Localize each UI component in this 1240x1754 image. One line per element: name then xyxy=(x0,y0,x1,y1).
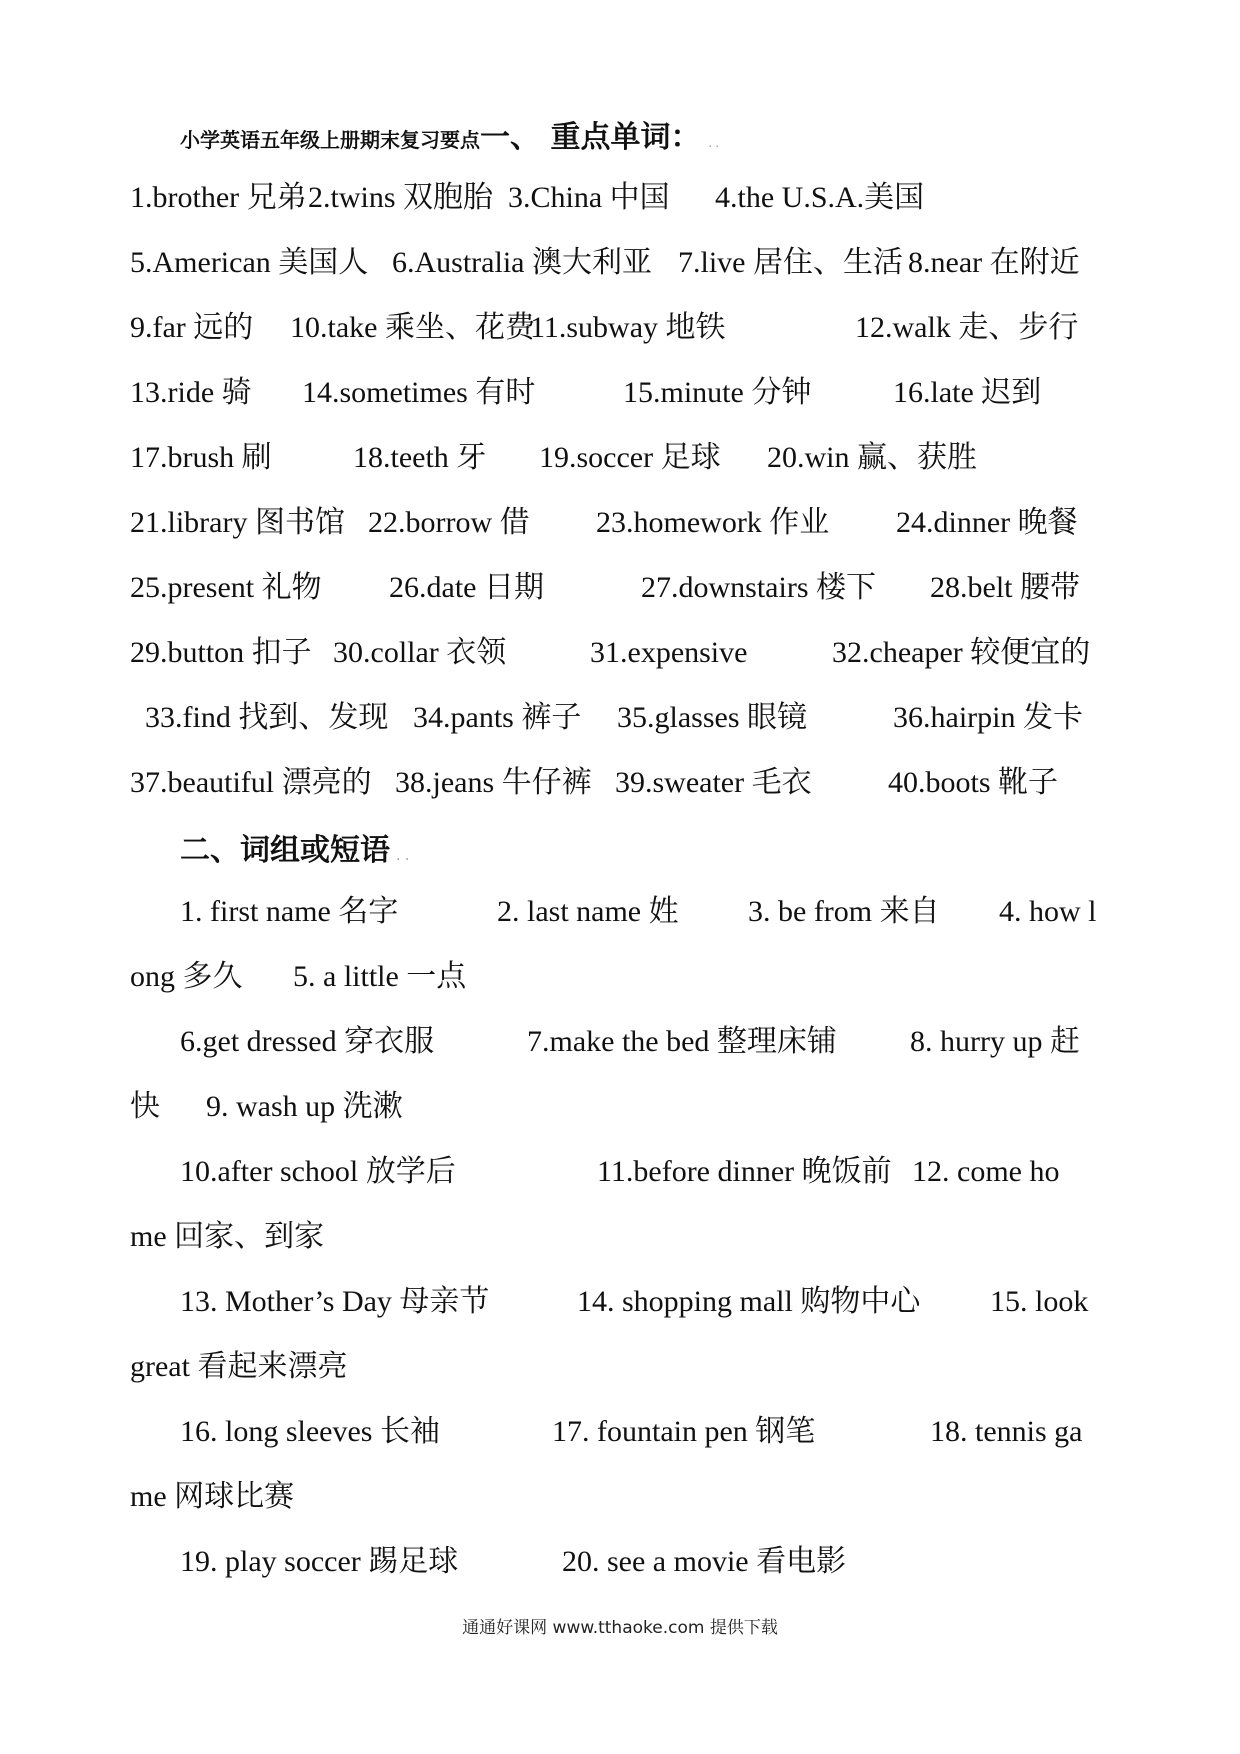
vocab-item: 13.ride 骑 xyxy=(130,376,252,409)
vocab-item: 40.boots 靴子 xyxy=(888,766,1059,799)
vocab-item: 20.win 赢、获胜 xyxy=(767,441,977,474)
vocab-item: 34.pants 裤子 xyxy=(413,701,582,734)
phrase-item: 11.before dinner 晚饭前 xyxy=(597,1155,892,1188)
vocab-item: 10.take 乘坐、花费 xyxy=(290,311,535,344)
phrase-item: 9. wash up 洗漱 xyxy=(206,1090,403,1123)
vocab-item: 14.sometimes 有时 xyxy=(302,376,536,409)
vocab-item: 32.cheaper 较便宜的 xyxy=(832,636,1091,669)
phrase-item: 3. be from 来自 xyxy=(748,895,940,928)
vocab-item: 16.late 迟到 xyxy=(893,376,1042,409)
vocab-item: 28.belt 腰带 xyxy=(930,571,1080,604)
phrase-item: 8. hurry up 赶 xyxy=(910,1025,1080,1058)
vocab-item: 38.jeans 牛仔裤 xyxy=(395,766,592,799)
section-1-title: 一、 重点单词： xyxy=(480,120,701,155)
vocab-item: 35.glasses 眼镜 xyxy=(617,701,807,734)
phrase-item: me 回家、到家 xyxy=(130,1220,325,1253)
phrase-item: 20. see a movie 看电影 xyxy=(562,1545,847,1578)
phrase-item: ong 多久 xyxy=(130,960,243,993)
phrase-item: 16. long sleeves 长袖 xyxy=(180,1415,440,1448)
document-header xyxy=(180,112,719,156)
section-2-title-row xyxy=(180,825,409,869)
vocab-item: 17.brush 刷 xyxy=(130,441,272,474)
vocab-item: 19.soccer 足球 xyxy=(539,441,721,474)
phrase-item: 10.after school 放学后 xyxy=(180,1155,456,1188)
vocab-item: 18.teeth 牙 xyxy=(353,441,487,474)
vocab-item: 26.date 日期 xyxy=(389,571,544,604)
vocab-item: 39.sweater 毛衣 xyxy=(615,766,812,799)
vocab-item: 24.dinner 晚餐 xyxy=(896,506,1078,539)
phrase-item: 7.make the bed 整理床铺 xyxy=(527,1025,837,1058)
vocab-item: 7.live 居住、生活 xyxy=(678,246,903,279)
phrase-item: 2. last name 姓 xyxy=(497,895,679,928)
vocab-item: 27.downstairs 楼下 xyxy=(641,571,876,604)
phrase-item: 15. look xyxy=(990,1285,1089,1318)
vocab-item: 23.homework 作业 xyxy=(596,506,830,539)
phrase-item: 6.get dressed 穿衣服 xyxy=(180,1025,435,1058)
vocab-item: 36.hairpin 发卡 xyxy=(893,701,1083,734)
phrase-item: 5. a little 一点 xyxy=(293,960,467,993)
phrase-item: 17. fountain pen 钢笔 xyxy=(552,1415,816,1448)
vocab-item: 12.walk 走、步行 xyxy=(855,311,1079,344)
vocab-item: 31.expensive xyxy=(590,636,748,669)
footer-credit: 通通好课网 www.tthaoke.com 提供下载 xyxy=(462,1618,778,1638)
vocab-item: 22.borrow 借 xyxy=(368,506,530,539)
vocab-item: 37.beautiful 漂亮的 xyxy=(130,766,372,799)
phrase-item: me 网球比赛 xyxy=(130,1480,295,1513)
phrase-item: 快 xyxy=(130,1090,160,1123)
vocab-item: 4.the U.S.A.美国 xyxy=(715,181,925,214)
vocab-item: 6.Australia 澳大利亚 xyxy=(392,246,652,279)
vocab-item: 2.twins 双胞胎 xyxy=(308,181,494,214)
phrase-item: 12. come ho xyxy=(912,1155,1060,1188)
vocab-item: 29.button 扣子 xyxy=(130,636,312,669)
vocab-item: 3.China 中国 xyxy=(508,181,670,214)
phrase-item: 4. how l xyxy=(999,895,1097,928)
vocab-item: 9.far 远的 xyxy=(130,311,254,344)
vocab-item: 11.subway 地铁 xyxy=(530,311,726,344)
phrase-item: 19. play soccer 踢足球 xyxy=(180,1545,459,1578)
phrase-item: 18. tennis ga xyxy=(930,1415,1083,1448)
vocab-item: 25.present 礼物 xyxy=(130,571,322,604)
vocab-item: 5.American 美国人 xyxy=(130,246,369,279)
phrase-item: great 看起来漂亮 xyxy=(130,1350,348,1383)
phrase-item: 13. Mother’s Day 母亲节 xyxy=(180,1285,490,1318)
vocab-item: 15.minute 分钟 xyxy=(623,376,812,409)
vocab-item: 33.find 找到、发现 xyxy=(145,701,389,734)
phrase-item: 1. first name 名字 xyxy=(180,895,399,928)
scan-dots: . . xyxy=(396,848,410,864)
scan-dots: . . xyxy=(708,136,719,151)
vocab-item: 1.brother 兄弟 xyxy=(130,181,307,214)
phrase-item: 14. shopping mall 购物中心 xyxy=(577,1285,921,1318)
vocab-item: 8.near 在附近 xyxy=(908,246,1080,279)
section-2-title: 二、词组或短语 xyxy=(180,833,390,868)
vocab-item: 21.library 图书馆 xyxy=(130,506,345,539)
vocab-item: 30.collar 衣领 xyxy=(333,636,507,669)
document-title: 小学英语五年级上册期末复习要点 xyxy=(180,128,480,152)
